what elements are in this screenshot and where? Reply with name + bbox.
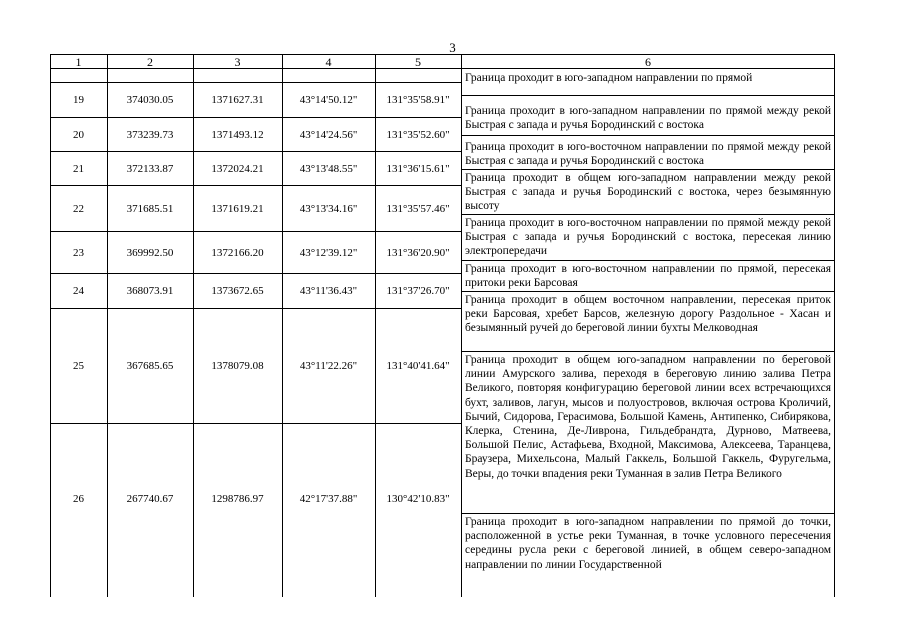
- table-row-23-longitude: 131°36'20.90": [386, 246, 450, 259]
- description-segment-26-27: Граница проходит в юго-западном направлении по прямой до точки, расположенной в устье реки Туманная, в точке условного пересечения середины русла реки с береговой линией, в общем северо-западном направлении по линии Государственной: [465, 516, 831, 571]
- table-row-20-latitude: 43°14'24.56": [299, 128, 358, 141]
- table-row-24-number: 24: [73, 285, 84, 297]
- table-row-19-number: 19: [73, 94, 84, 106]
- table-row-19-x: 374030.05: [126, 94, 174, 106]
- description-segment-19-20: Граница проходит в юго-западном направлении по прямой между рекой Быстрая с запада и ручья Бородинский с востока: [465, 105, 831, 132]
- description-segment-25-26: Граница проходит в общем юго-западном направлении по береговой линии Амурского залива, переходя в береговую линию залива Петра Великого, повторяя конфигурацию береговой линии всех встречающихся бухт, заливов, лагун, мысов и полуостровов, включая острова Кроличий, Бычий, Сидорова, Герасимова, Большой Камень, Антипенко, Сибирякова, Клерка, Стенина, Де-Ливрона, Гильдебрандта, Дурново, Матвеева, Большой Пелис, Астафьева, Входной, Максимова, Алексеева, Таранцева, Браузера, Михельсона, Малый Гаккель, Большой Гаккель, Фуругельма, Веры, до точки впадения реки Туманная в залив Петра Великого: [465, 354, 831, 480]
- table-row-19-latitude: 43°14'50.12": [299, 94, 358, 106]
- header-col-5: 5: [415, 55, 421, 69]
- header-col-3: 3: [234, 55, 241, 69]
- description-segment-22-23: Граница проходит в юго-восточном направлении по прямой между рекой Быстрая с запада и ручья Бородинский с востока, пересекая линию электропередачи: [465, 217, 831, 258]
- table-row-22-x: 371685.51: [126, 202, 174, 215]
- table-row-25-longitude: 131°40'41.64": [386, 360, 450, 372]
- table-row-22-latitude: 43°13'34.16": [299, 202, 358, 215]
- description-segment-21-22: Граница проходит в общем юго-западном направлении между рекой Быстрая с запада и ручья Бородинский с востока, через безымянную высоту: [465, 172, 831, 213]
- table-row-26-y: 1298786.97: [211, 493, 264, 505]
- table-row-26-number: 26: [73, 493, 84, 505]
- description-segment-18-19: Граница проходит в юго-западном направлении по прямой: [465, 72, 753, 84]
- table-row-23-x: 369992.50: [126, 246, 174, 259]
- table-row-24-latitude: 43°11'36.43": [299, 285, 358, 297]
- table-row-21-number: 21: [73, 162, 84, 175]
- table-row-26-latitude: 42°17'37.88": [299, 493, 358, 505]
- table-row-21-longitude: 131°36'15.61": [386, 162, 450, 175]
- table-row-19-longitude: 131°35'58.91": [386, 94, 450, 106]
- table-row-23-number: 23: [73, 246, 84, 259]
- table-row-26-x: 267740.67: [126, 493, 174, 505]
- table-row-25-y: 1378079.08: [211, 360, 264, 372]
- table-row-22-y: 1371619.21: [211, 202, 264, 215]
- table-row-24-x: 368073.91: [126, 285, 174, 297]
- table-row-22-longitude: 131°35'57.46": [386, 202, 450, 215]
- table-row-20-longitude: 131°35'52.60": [386, 128, 450, 141]
- table-row-22-number: 22: [73, 202, 84, 215]
- description-segment-24-25: Граница проходит в общем восточном направлении, пересекая приток реки Барсовая, хребет Барсов, железную дорогу Раздольное - Хасан и безымянный ручей до береговой линии бухты Мелководная: [465, 294, 831, 335]
- table-row-20-number: 20: [73, 128, 84, 141]
- table-row-25-latitude: 43°11'22.26": [299, 360, 358, 372]
- table-row-25-x: 367685.65: [126, 360, 174, 372]
- table-row-24-longitude: 131°37'26.70": [386, 285, 450, 297]
- header-col-6: 6: [645, 55, 651, 69]
- header-col-1: 1: [75, 55, 82, 69]
- header-col-2: 2: [147, 55, 153, 69]
- table-row-19-y: 1371627.31: [211, 94, 264, 106]
- table-row-21-y: 1372024.21: [211, 162, 264, 175]
- page-number: 3: [449, 40, 456, 55]
- table-row-25-number: 25: [73, 360, 84, 372]
- table-row-20-y: 1371493.12: [211, 128, 264, 141]
- table-row-23-y: 1372166.20: [211, 246, 264, 259]
- table-row-20-x: 373239.73: [126, 128, 174, 141]
- table-row-23-latitude: 43°12'39.12": [299, 246, 358, 259]
- table-row-21-latitude: 43°13'48.55": [299, 162, 358, 175]
- table-row-24-y: 1373672.65: [211, 285, 264, 297]
- description-segment-23-24: Граница проходит в юго-восточном направлении по прямой, пересекая притоки реки Барсовая: [465, 263, 831, 290]
- description-segment-20-21: Граница проходит в юго-восточном направлении по прямой между рекой Быстрая с запада и ручья Бородинский с востока: [465, 141, 831, 168]
- table-row-26-longitude: 130°42'10.83": [386, 493, 450, 505]
- table-row-21-x: 372133.87: [126, 162, 174, 175]
- header-col-4: 4: [325, 55, 332, 69]
